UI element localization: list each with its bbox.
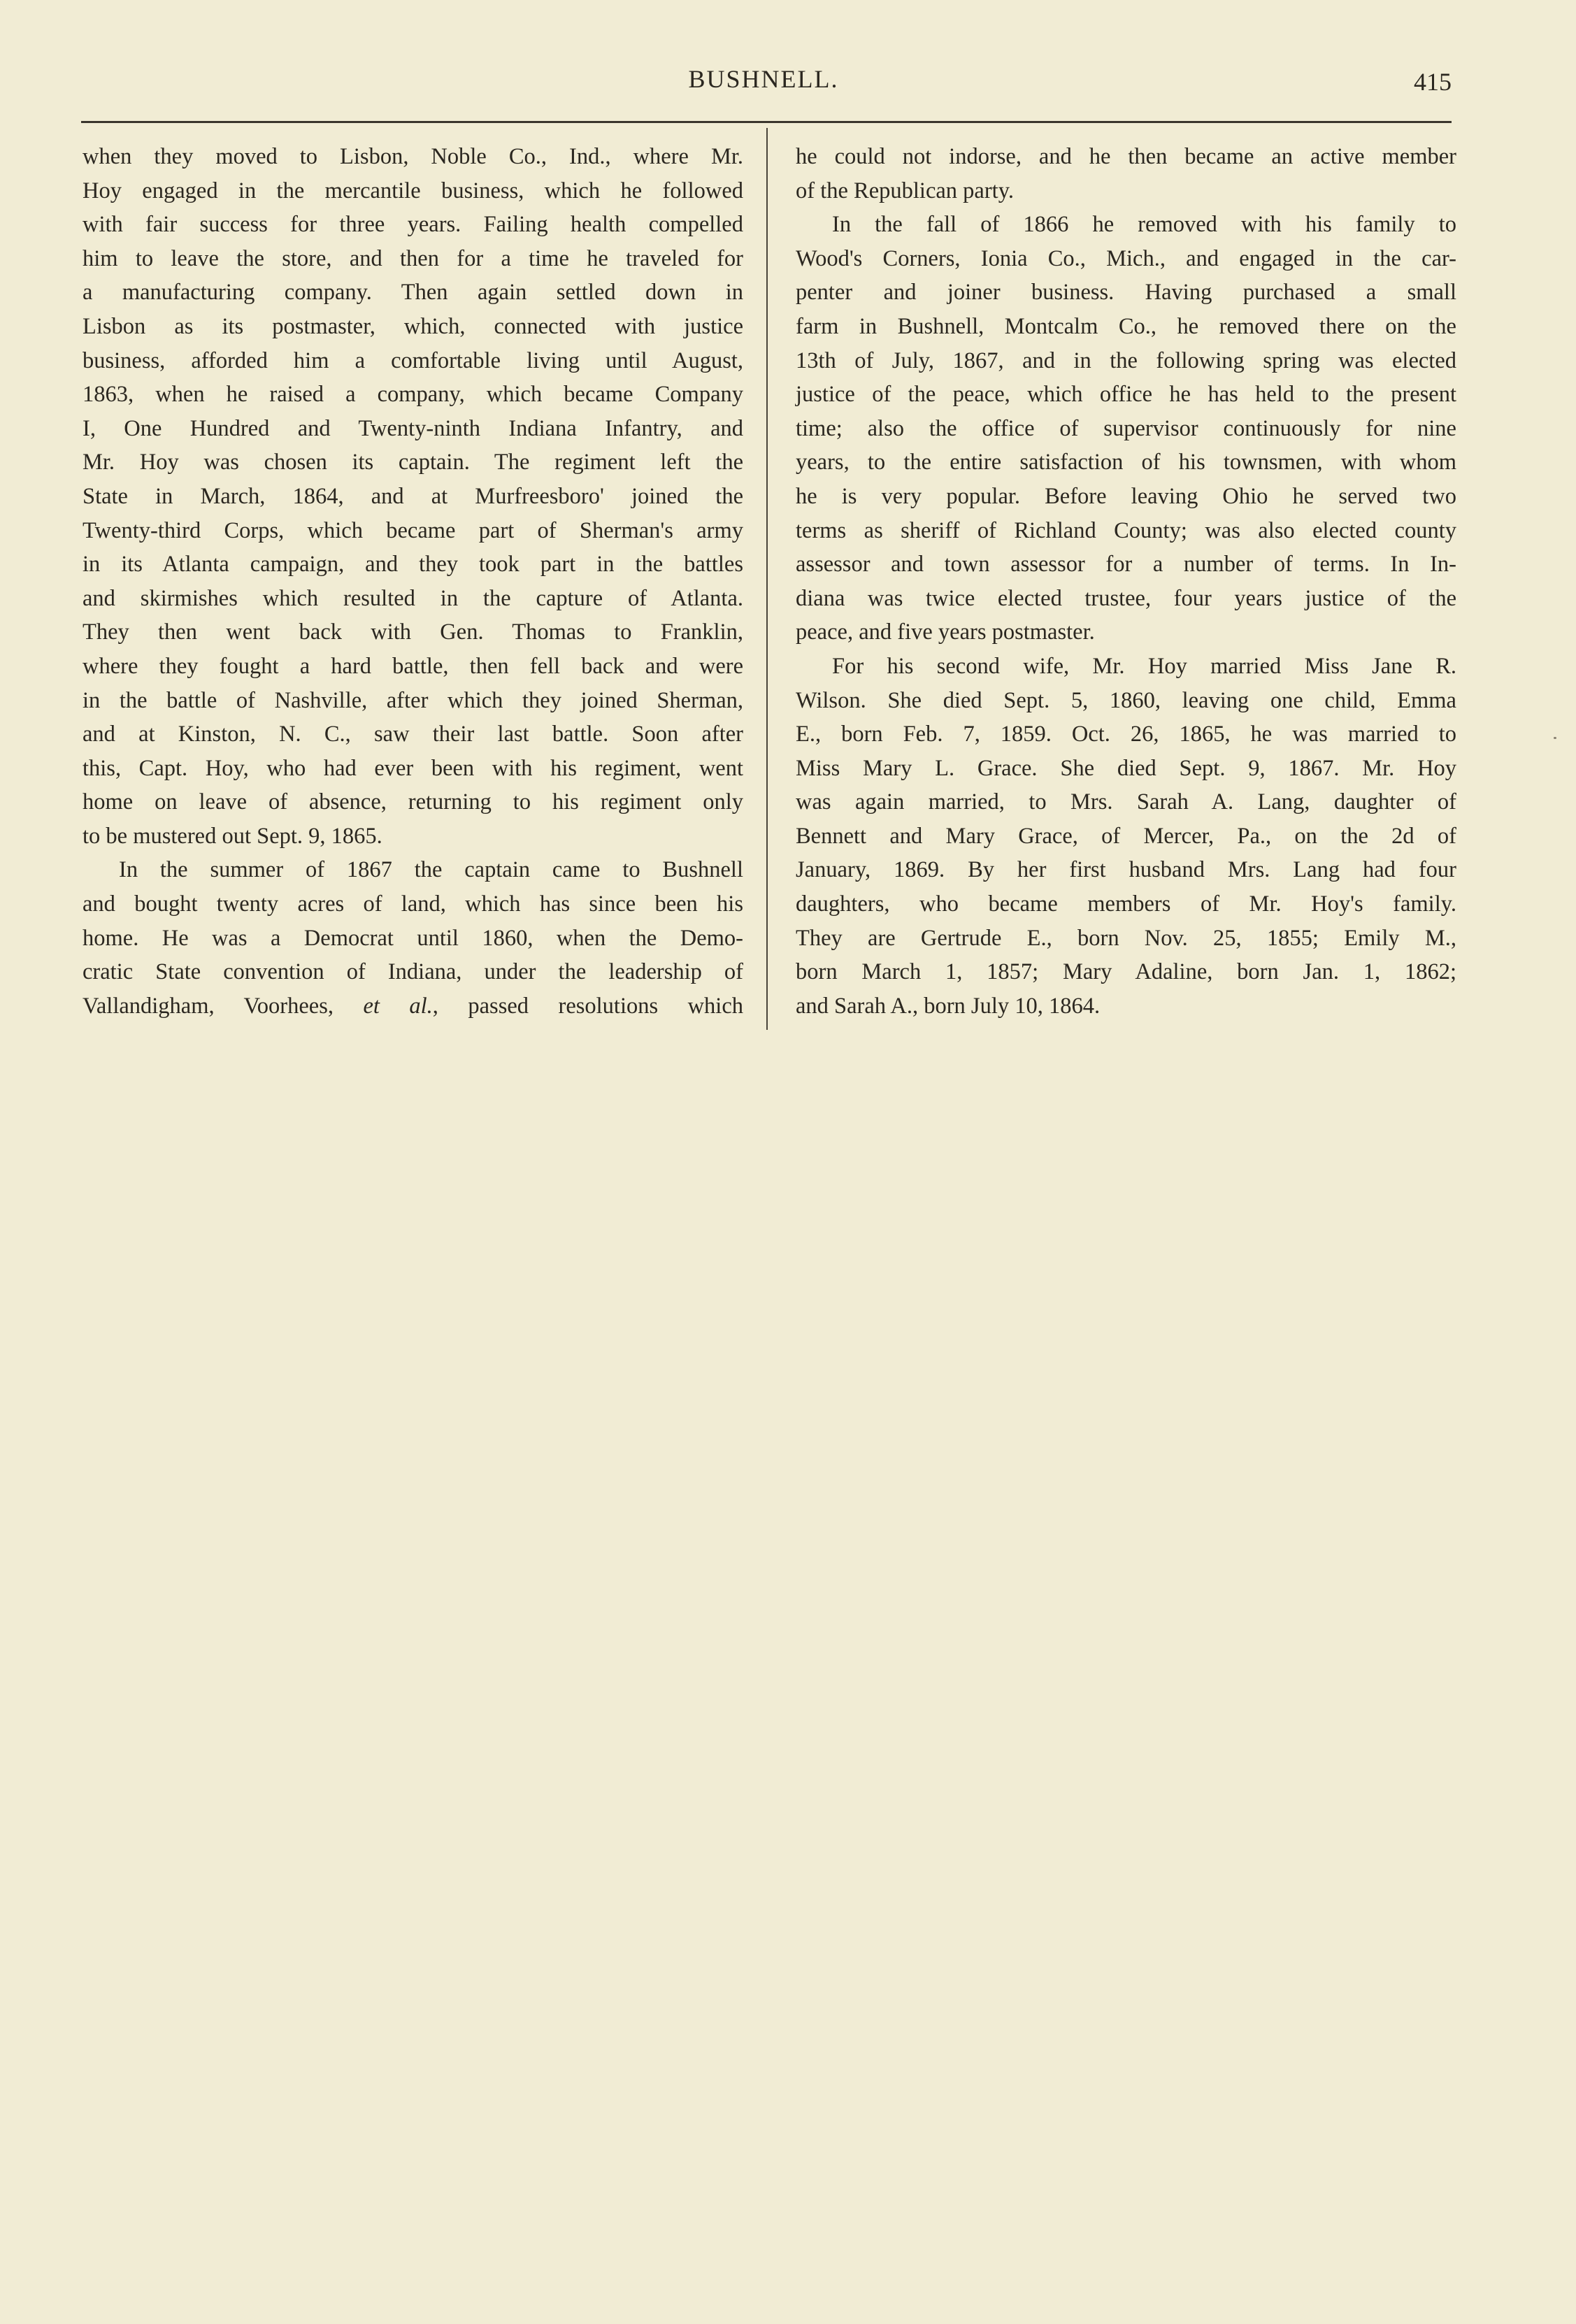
text-line: assessor and town assessor for a number of terms. In In-: [796, 552, 1456, 578]
italic-fragment: et al.: [363, 993, 433, 1019]
text-line: Wood's Corners, Ionia Co., Mich., and engaged in the car-: [796, 245, 1456, 271]
text-line: penter and joiner business. Having purchased a small: [796, 280, 1456, 306]
text-line: him to leave the store, and then for a time he traveled for: [83, 245, 743, 271]
text-line: For his second wife, Mr. Hoy married Miss Jane R.: [832, 653, 1456, 679]
text-line: years, to the entire satisfaction of his townsmen, with whom: [796, 450, 1456, 475]
text-line: They then went back with Gen. Thomas to Franklin,: [83, 619, 743, 645]
text-line: a manufacturing company. Then again settled down in: [83, 280, 743, 306]
text-line: and bought twenty acres of land, which has since been his: [83, 891, 743, 917]
running-head: BUSHNELL.: [688, 65, 839, 93]
text-line: and skirmishes which resulted in the capture of Atlanta.: [83, 585, 743, 611]
text-line: terms as sheriff of Richland County; was also elected county: [796, 517, 1456, 543]
text-line: where they fought a hard battle, then fell back and were: [83, 653, 743, 679]
text-line: Miss Mary L. Grace. She died Sept. 9, 1867. Mr. Hoy: [796, 755, 1456, 781]
text-line: in the battle of Nashville, after which they joined Sherman,: [83, 687, 743, 713]
text-line: E., born Feb. 7, 1859. Oct. 26, 1865, he was married to: [796, 722, 1456, 747]
text-line: 13th of July, 1867, and in the following spring was elected: [796, 347, 1456, 373]
text-line: They are Gertrude E., born Nov. 25, 1855; Emily M.,: [796, 925, 1456, 951]
text-line: Mr. Hoy was chosen its captain. The regiment left the: [83, 450, 743, 475]
page-header: [76, 64, 1452, 106]
text-line: he is very popular. Before leaving Ohio he served two: [796, 483, 1456, 509]
text-line: Lisbon as its postmaster, which, connected with justice: [83, 313, 743, 339]
text-line: with fair success for three years. Failing health compelled: [83, 212, 743, 238]
text-line: and Sarah A., born July 10, 1864.: [796, 993, 1101, 1019]
text-line: Hoy engaged in the mercantile business, which he followed: [83, 178, 743, 203]
text-line: time; also the office of supervisor continuously for nine: [796, 415, 1456, 441]
text-line: Twenty-third Corps, which became part of Sherman's army: [83, 517, 743, 543]
text-line: I, One Hundred and Twenty-ninth Indiana Infantry, and: [83, 415, 743, 441]
page-number: 415: [1414, 68, 1452, 96]
text-line: born March 1, 1857; Mary Adaline, born Jan. 1, 1862;: [796, 959, 1456, 985]
text-line: of the Republican party.: [796, 178, 1014, 203]
text-line: in its Atlanta campaign, and they took part in the battles: [83, 552, 743, 578]
text-line: January, 1869. By her first husband Mrs. Lang had four: [796, 857, 1456, 883]
right-column: [796, 140, 1456, 1023]
text-line: In the summer of 1867 the captain came to Bushnell: [119, 857, 743, 883]
text-line: peace, and five years postmaster.: [796, 619, 1095, 645]
text-fragment: Vallandigham, Voorhees,: [83, 993, 334, 1019]
text-line: farm in Bushnell, Montcalm Co., he removed there on the: [796, 313, 1456, 339]
text-line: business, afforded him a comfortable living until August,: [83, 347, 743, 373]
text-line: home on leave of absence, returning to his regiment only: [83, 789, 743, 815]
column-divider: [766, 128, 768, 1030]
text-fragment: , passed resolutions which: [432, 993, 744, 1019]
text-line: Wilson. She died Sept. 5, 1860, leaving one child, Emma: [796, 687, 1456, 713]
text-line-mixed: [83, 989, 743, 1024]
text-line: was again married, to Mrs. Sarah A. Lang, daughter of: [796, 789, 1456, 815]
text-line: and at Kinston, N. C., saw their last battle. Soon after: [83, 722, 743, 747]
text-line: to be mustered out Sept. 9, 1865.: [83, 823, 382, 849]
text-line: cratic State convention of Indiana, under the leadership of: [83, 959, 743, 985]
text-line: he could not indorse, and he then became an active member: [796, 144, 1456, 169]
text-line: State in March, 1864, and at Murfreesboro' joined the: [83, 483, 743, 509]
text-line: Bennett and Mary Grace, of Mercer, Pa., on the 2d of: [796, 823, 1456, 849]
header-rule: [81, 121, 1452, 123]
text-line: 1863, when he raised a company, which became Company: [83, 382, 743, 408]
text-line: home. He was a Democrat until 1860, when the Demo-: [83, 925, 743, 951]
text-line: justice of the peace, which office he has held to the present: [796, 382, 1456, 408]
text-line: daughters, who became members of Mr. Hoy's family.: [796, 891, 1456, 917]
text-line: In the fall of 1866 he removed with his family to: [832, 212, 1456, 238]
paper-speck: [1554, 737, 1556, 739]
text-line: when they moved to Lisbon, Noble Co., Ind., where Mr.: [83, 144, 743, 169]
text-line: diana was twice elected trustee, four years justice of the: [796, 585, 1456, 611]
left-column: [83, 140, 743, 1023]
text-line: this, Capt. Hoy, who had ever been with his regiment, went: [83, 755, 743, 781]
